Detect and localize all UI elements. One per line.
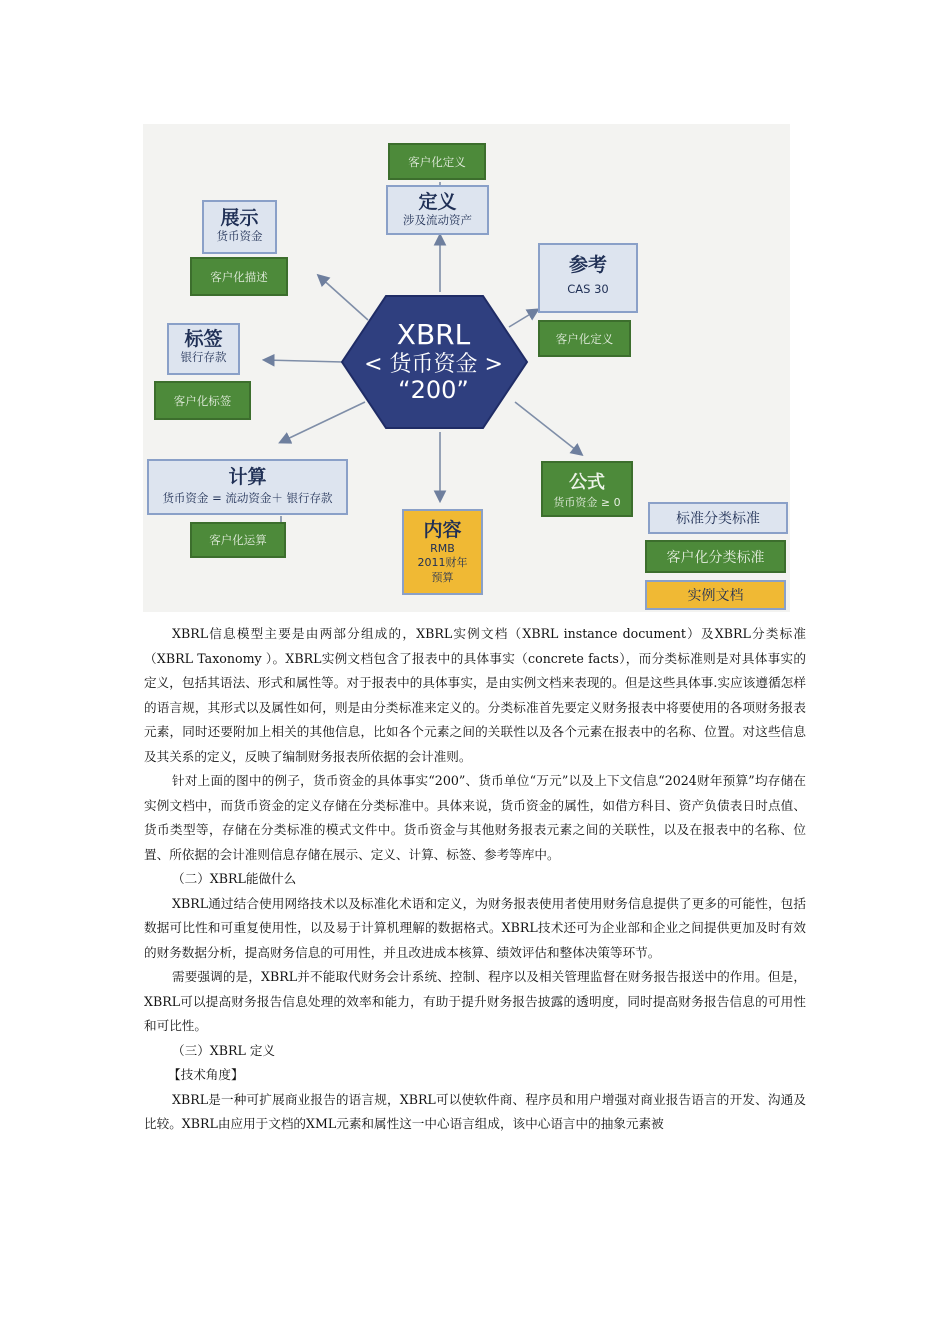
arrow-to-label: [265, 360, 343, 362]
paragraph-3: XBRL通过结合使用网络技术以及标准化术语和定义，为财务报表使用者使用财务信息提供了更多的可能性，包括数据可比性和可重复使用性，以及易于计算机理解的数据格式。XBRL技术还可为企业部和企业之间提供更加及时有效的财务数据分析，提高财务信息的可用性，并且改进成本核算、绩效评估和整体决策等环节。: [144, 895, 806, 960]
paragraph-2: 针对上面的图中的例子，货币资金的具体事实“200”、货币单位“万元”以及上下文信息“2024财年预算”均存储在实例文档中，而货币资金的定义存储在分类标准中。具体来说，货币资金的属性，如借方科目、资产负债表日时点值、货币类型等，存储在分类标准的模式文件中。货币资金与其他财务报表元素之间的关联性，以及在报表中的名称、位置、所依据的会计准则信息存储在展示、定义、计算、标签、参考等库中。: [144, 773, 806, 862]
paragraph-4: 需要强调的是，XBRL并不能取代财务会计系统、控制、程序以及相关管理监督在财务报告报送中的作用。但是，XBRL可以提高财务报告信息处理的效率和能力，有助于提升财务报告披露的透明度，同时提高财务报告信息的可用性和可比性。: [144, 969, 806, 1033]
label-sub: 银行存款: [180, 349, 227, 364]
label-box: [167, 323, 240, 375]
content-line1: RMB: [430, 542, 455, 555]
calculation-title: 计算: [228, 466, 267, 488]
legend-standard-taxonomy: 标准分类标准: [648, 502, 788, 534]
formula-sub: 货币资金 ≥ 0: [553, 496, 621, 509]
paragraph-5: XBRL是一种可扩展商业报告的语言规，XBRL可以使软件商、程序员和用户增强对商业报告语言的开发、沟通及比较。XBRL由应用于文档的XML元素和属性这一中心语言组成，该中心语言中的抽象元素被: [144, 1091, 806, 1131]
legend-custom-taxonomy: 客户化分类标准: [645, 540, 786, 573]
definition-custom-box: 客户化定义: [388, 143, 486, 180]
presentation-box: [202, 200, 277, 254]
reference-sub: CAS 30: [567, 281, 609, 296]
center-title: XBRL: [396, 318, 471, 352]
section-heading-3: （三）XBRL 定义: [172, 1042, 276, 1058]
center-element-name: < 货币资金 >: [364, 351, 503, 377]
definition-sub: 涉及流动资产: [403, 212, 472, 227]
presentation-title: 展示: [220, 207, 259, 229]
presentation-custom-box: 客户化描述: [190, 257, 288, 296]
formula-title: 公式: [569, 472, 605, 493]
content-box: [402, 509, 483, 595]
reference-custom-box: 客户化定义: [538, 320, 631, 357]
xbrl-model-diagram: [143, 124, 790, 612]
content-line3: 预算: [431, 570, 454, 584]
calculation-sub: 货币资金 = 流动资金＋ 银行存款: [162, 490, 333, 505]
presentation-sub: 货币资金: [216, 228, 263, 243]
label-custom-box: 客户化标签: [154, 381, 251, 420]
calculation-custom-box: 客户化运算: [190, 522, 286, 558]
section-heading-2: （二）XBRL能做什么: [172, 871, 297, 886]
calculation-box: [147, 459, 348, 515]
center-hexagon-label: [341, 297, 526, 427]
definition-box: [386, 185, 489, 235]
content-title: 内容: [423, 519, 462, 541]
formula-box: [541, 461, 633, 517]
reference-title: 参考: [568, 254, 607, 276]
legend-instance-document: 实例文档: [645, 580, 786, 610]
label-title: 标签: [184, 328, 223, 350]
definition-title: 定义: [418, 191, 457, 213]
reference-box: [538, 243, 638, 313]
center-value: “200”: [398, 375, 469, 404]
sub-heading-technical: 【技术角度】: [168, 1067, 244, 1082]
paragraph-1: XBRL信息模型主要是由两部分组成的，XBRL实例文档（XBRL instance document）及XBRL分类标准（XBRL Taxonomy ）。XBRL实例文档包含了报表中的具体事实（concrete facts），而分类标准则是对具体事实的定义，包括其语法、形式和属性等。对于报表中的具体事实，是由实例文档来表现的。但是这些具体事.实应该遵循怎样的语言规，其形式以及属性如何，则是由分类标准来定义的。分类标准首先要定义财务报表中将要使用的各项财务报表元素，同时还要附加上相关的其他信息，比如各个元素之间的关联性以及各个元素在报表中的名称、位置。对这些信息及其关系的定义，反映了编制财务报表所依据的会计准则。: [144, 626, 806, 764]
body-text: [144, 622, 806, 1137]
content-line2: 2011财年: [417, 556, 468, 570]
